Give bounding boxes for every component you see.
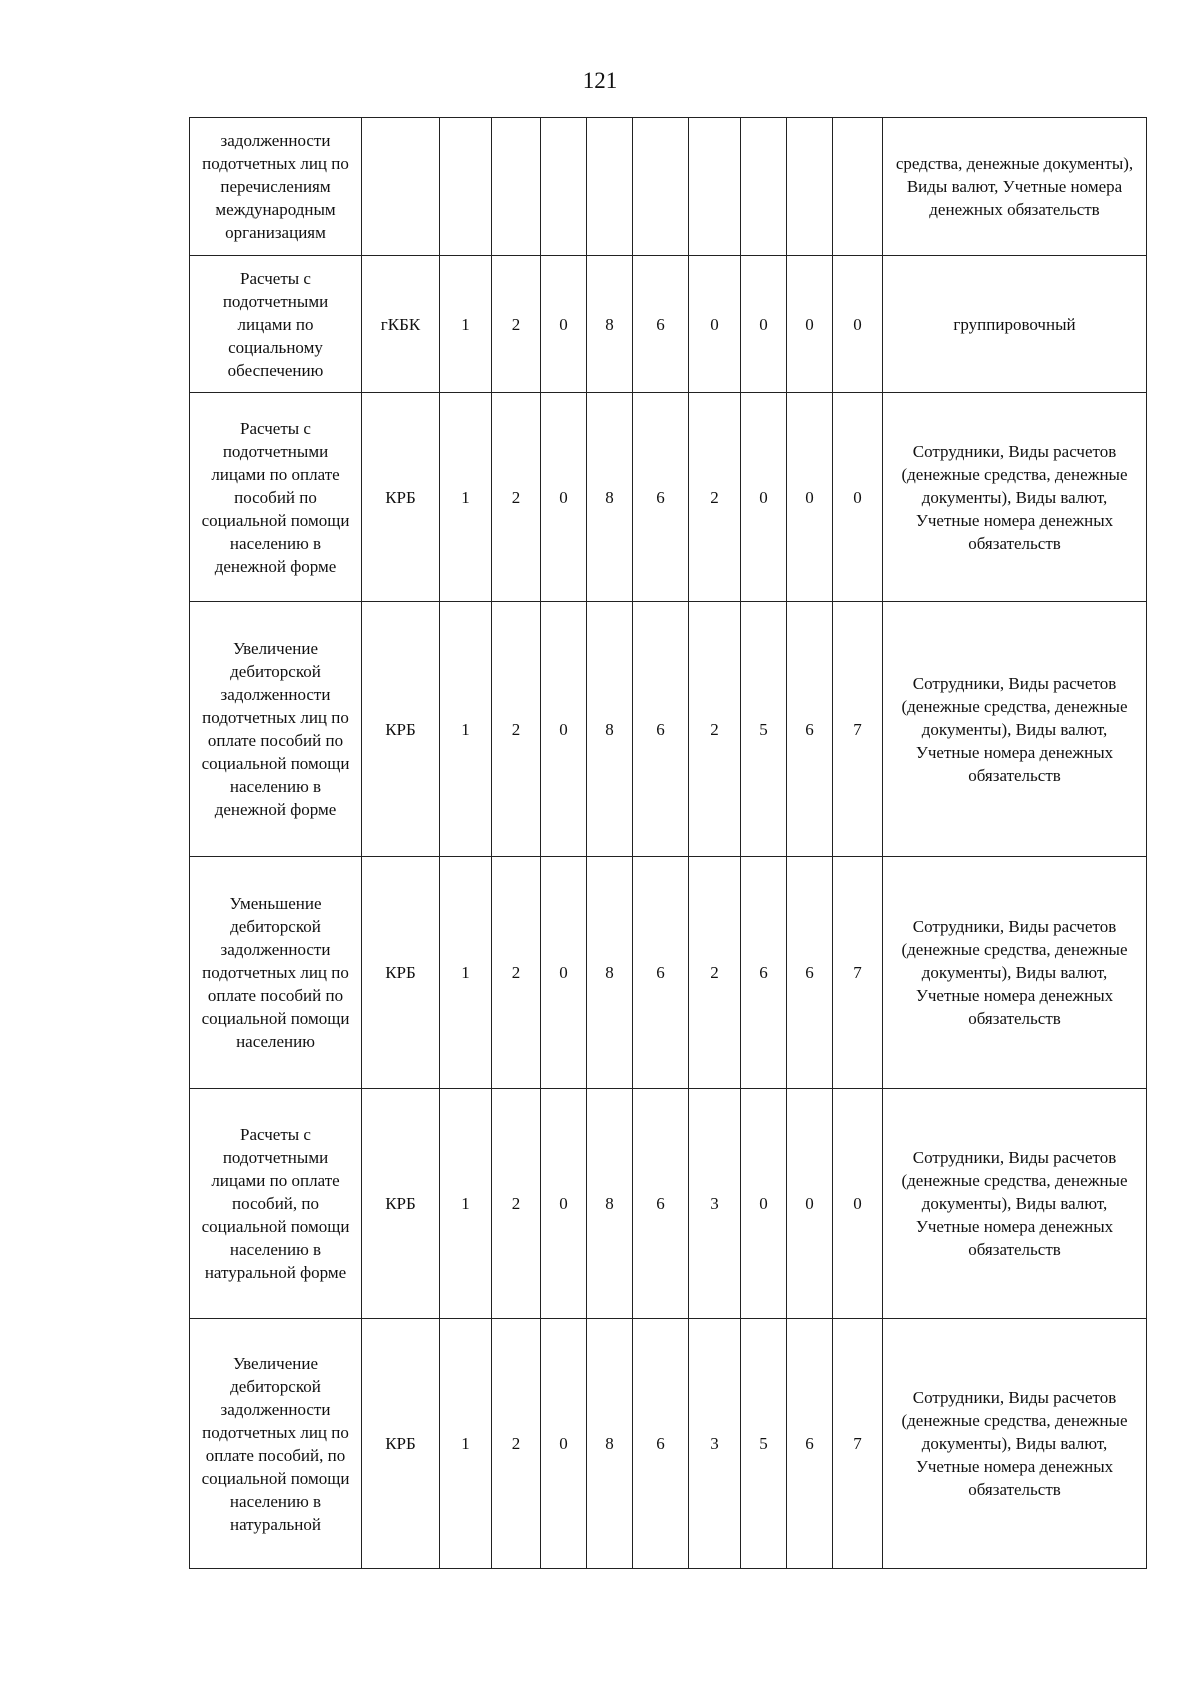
code-digit: 3: [689, 1089, 741, 1319]
table-row: [190, 1089, 1147, 1319]
code-digit: 0: [741, 1089, 787, 1319]
code-digit: 2: [492, 602, 541, 857]
account-name: Расчеты с подотчетными лицами по социальному обеспечению: [190, 256, 362, 393]
account-name: Расчеты с подотчетными лицами по оплате пособий, по социальной помощи населению в натуральной форме: [190, 1089, 362, 1319]
code-digit: [833, 118, 883, 256]
code-digit: 2: [492, 393, 541, 602]
code-digit: 2: [492, 1089, 541, 1319]
code-digit: 8: [587, 1319, 633, 1569]
code-digit: 0: [541, 1319, 587, 1569]
table-row: [190, 602, 1147, 857]
code-digit: 7: [833, 1319, 883, 1569]
code-digit: 0: [689, 256, 741, 393]
code-digit: 8: [587, 393, 633, 602]
page-number: 121: [582, 68, 618, 93]
account-type: КРБ: [362, 1089, 440, 1319]
code-digit: 6: [741, 857, 787, 1089]
code-digit: 1: [440, 393, 492, 602]
account-name: Уменьшение дебиторской задолженности подотчетных лиц по оплате пособий по социальной помощи населению: [190, 857, 362, 1089]
code-digit: 1: [440, 256, 492, 393]
account-name: Расчеты с подотчетными лицами по оплате пособий по социальной помощи населению в денежной форме: [190, 393, 362, 602]
code-digit: 2: [492, 256, 541, 393]
code-digit: 0: [541, 857, 587, 1089]
analytics-attributes: Сотрудники, Виды расчетов (денежные средства, денежные документы), Виды валют, Учетные номера денежных обязательств: [883, 857, 1147, 1089]
code-digit: 2: [492, 857, 541, 1089]
code-digit: 2: [492, 1319, 541, 1569]
code-digit: 0: [787, 1089, 833, 1319]
code-digit: 6: [787, 1319, 833, 1569]
account-type: КРБ: [362, 602, 440, 857]
analytics-attributes: Сотрудники, Виды расчетов (денежные средства, денежные документы), Виды валют, Учетные номера денежных обязательств: [883, 393, 1147, 602]
table-row: [190, 1319, 1147, 1569]
code-digit: 5: [741, 1319, 787, 1569]
table-row: [190, 857, 1147, 1089]
code-digit: 2: [689, 602, 741, 857]
code-digit: 0: [541, 256, 587, 393]
code-digit: 2: [689, 857, 741, 1089]
code-digit: 8: [587, 1089, 633, 1319]
code-digit: [689, 118, 741, 256]
code-digit: 1: [440, 1319, 492, 1569]
code-digit: [787, 118, 833, 256]
code-digit: [587, 118, 633, 256]
accounts-table: [189, 117, 1147, 1569]
analytics-attributes: Сотрудники, Виды расчетов (денежные средства, денежные документы), Виды валют, Учетные номера денежных обязательств: [883, 1319, 1147, 1569]
account-name: Увеличение дебиторской задолженности подотчетных лиц по оплате пособий по социальной помощи населению в денежной форме: [190, 602, 362, 857]
code-digit: 0: [787, 256, 833, 393]
account-type: КРБ: [362, 1319, 440, 1569]
account-type: [362, 118, 440, 256]
code-digit: [492, 118, 541, 256]
code-digit: 6: [787, 857, 833, 1089]
code-digit: 1: [440, 1089, 492, 1319]
code-digit: 8: [587, 256, 633, 393]
account-type: гКБК: [362, 256, 440, 393]
code-digit: 1: [440, 602, 492, 857]
code-digit: 0: [541, 1089, 587, 1319]
code-digit: 8: [587, 602, 633, 857]
code-digit: 3: [689, 1319, 741, 1569]
account-type: КРБ: [362, 393, 440, 602]
account-type: КРБ: [362, 857, 440, 1089]
code-digit: [633, 118, 689, 256]
table-row: [190, 393, 1147, 602]
code-digit: 5: [741, 602, 787, 857]
code-digit: 0: [787, 393, 833, 602]
code-digit: 8: [587, 857, 633, 1089]
code-digit: 0: [541, 393, 587, 602]
code-digit: 6: [633, 393, 689, 602]
code-digit: 7: [833, 857, 883, 1089]
code-digit: [440, 118, 492, 256]
code-digit: 0: [741, 393, 787, 602]
code-digit: 0: [833, 393, 883, 602]
code-digit: 6: [633, 256, 689, 393]
table-row: [190, 118, 1147, 256]
code-digit: 6: [633, 1089, 689, 1319]
table-row: [190, 256, 1147, 393]
code-digit: 6: [633, 1319, 689, 1569]
code-digit: 2: [689, 393, 741, 602]
code-digit: 0: [833, 1089, 883, 1319]
code-digit: 0: [541, 602, 587, 857]
code-digit: [741, 118, 787, 256]
code-digit: 6: [633, 857, 689, 1089]
analytics-attributes: Сотрудники, Виды расчетов (денежные средства, денежные документы), Виды валют, Учетные номера денежных обязательств: [883, 602, 1147, 857]
account-name: Увеличение дебиторской задолженности подотчетных лиц по оплате пособий, по социальной помощи населению в натуральной: [190, 1319, 362, 1569]
code-digit: 6: [787, 602, 833, 857]
analytics-attributes: Сотрудники, Виды расчетов (денежные средства, денежные документы), Виды валют, Учетные номера денежных обязательств: [883, 1089, 1147, 1319]
analytics-attributes: средства, денежные документы), Виды валют, Учетные номера денежных обязательств: [883, 118, 1147, 256]
code-digit: 0: [741, 256, 787, 393]
analytics-attributes: группировочный: [883, 256, 1147, 393]
code-digit: 1: [440, 857, 492, 1089]
code-digit: 7: [833, 602, 883, 857]
account-name: задолженности подотчетных лиц по перечислениям международным организациям: [190, 118, 362, 256]
code-digit: [541, 118, 587, 256]
code-digit: 6: [633, 602, 689, 857]
code-digit: 0: [833, 256, 883, 393]
